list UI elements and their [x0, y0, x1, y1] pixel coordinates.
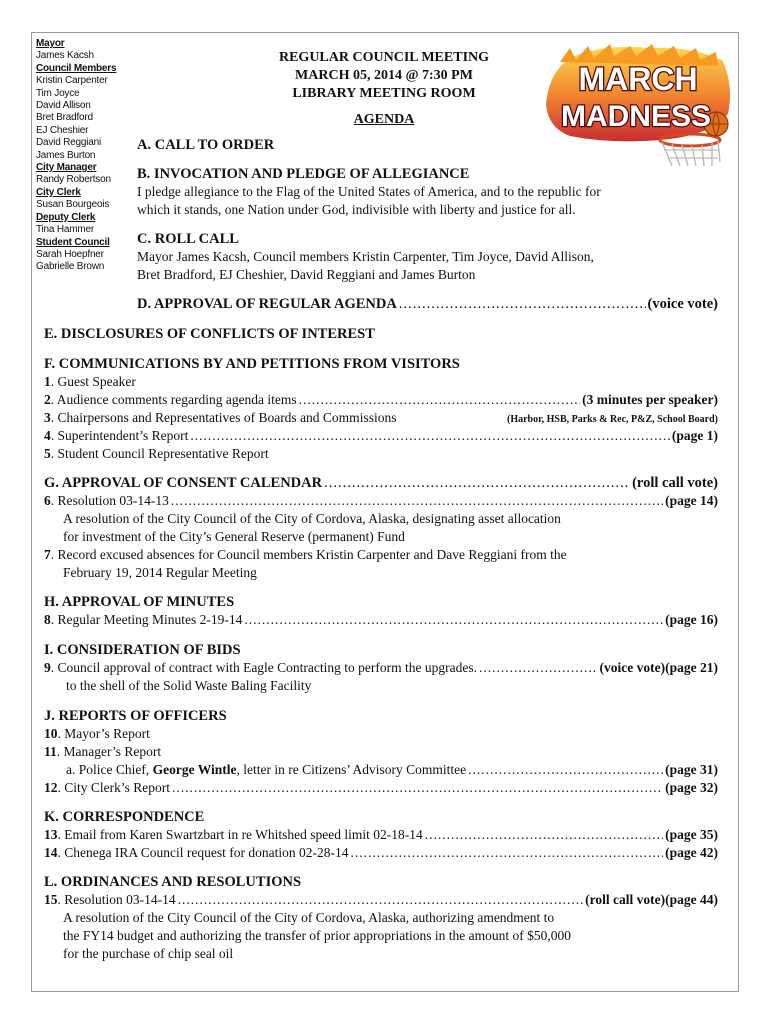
roster-name: Susan Bourgeois: [36, 199, 110, 211]
roll-call-text: Mayor James Kacsh, Council members Kristin Carpenter, Tim Joyce, David Allison,: [137, 249, 594, 264]
roll-call-text: Bret Bradford, EJ Cheshier, David Reggiani and James Burton: [137, 267, 476, 282]
section-d-vote: (voice vote): [647, 296, 718, 312]
section-c-title: C. ROLL CALL: [137, 231, 239, 247]
agenda-item: 7. Record excused absences for Council members Kristin Carpenter and Dave Reggiani from the: [44, 547, 567, 562]
meeting-date: MARCH 05, 2014 @ 7:30 PM: [295, 68, 473, 83]
roster-name: Tim Joyce: [36, 87, 80, 99]
roster-name: James Kacsh: [36, 50, 94, 62]
section-f-title: F. COMMUNICATIONS BY AND PETITIONS FROM VISITORS: [44, 356, 460, 372]
section-g-title: G. APPROVAL OF CONSENT CALENDAR: [44, 475, 323, 491]
roster-role: Student Council: [36, 236, 110, 248]
agenda-item: 9. Council approval of contract with Eagle Contracting to perform the upgrades. ..... (voice vote)(page 21): [44, 660, 718, 676]
pledge-text: I pledge allegiance to the Flag of the United States of America, and to the republic for: [137, 184, 601, 199]
logo-word-march: MARCH: [578, 61, 698, 97]
roster-name: David Reggiani: [36, 137, 102, 149]
meeting-location: LIBRARY MEETING ROOM: [292, 86, 476, 101]
roster-role: Deputy Clerk: [36, 211, 96, 223]
agenda-subitem: a. Police Chief, George Wintle, letter in re Citizens’ Advisory Committee ..... (page 31): [66, 762, 718, 778]
section-j-title: J. REPORTS OF OFFICERS: [44, 708, 227, 724]
roster-name: James Burton: [36, 149, 96, 161]
section-d-title: D. APPROVAL OF REGULAR AGENDA: [137, 296, 397, 312]
section-a-title: A. CALL TO ORDER: [137, 137, 275, 153]
roster-name: Bret Bradford: [36, 112, 93, 124]
item-description: A resolution of the City Council of the City of Cordova, Alaska, designating asset allocation: [63, 511, 561, 526]
item-description: the FY14 budget and authorizing the transfer of prior appropriations in the amount of $50,000: [63, 928, 572, 943]
section-e-title: E. DISCLOSURES OF CONFLICTS OF INTEREST: [44, 326, 375, 342]
roster-name: David Allison: [36, 100, 91, 112]
section-i-title: I. CONSIDERATION OF BIDS: [44, 642, 241, 658]
agenda-item: 3. Chairpersons and Representatives of Boards and Commissions (Harbor, HSB, Parks & Rec, P&Z, School Board): [44, 410, 718, 425]
agenda-item: 1. Guest Speaker: [44, 374, 136, 389]
agenda-item: 12. City Clerk’s Report ..... (page 32): [44, 780, 718, 796]
agenda-item: 8. Regular Meeting Minutes 2-19-14 ..... (page 16): [44, 612, 718, 628]
roster-name: Sarah Hoepfner: [36, 248, 104, 260]
item-description: February 19, 2014 Regular Meeting: [63, 565, 257, 580]
council-roster: [36, 38, 122, 274]
item-description: to the shell of the Solid Waste Baling Facility: [66, 678, 312, 693]
roster-name: EJ Cheshier: [36, 124, 89, 136]
roster-name: Kristin Carpenter: [36, 75, 108, 87]
roster-role: City Manager: [36, 162, 97, 174]
agenda-heading: AGENDA: [353, 112, 415, 127]
agenda-item: 15. Resolution 03-14-14 ..... (roll call vote)(page 44): [44, 892, 718, 908]
pledge-text: which it stands, one Nation under God, indivisible with liberty and justice for all.: [137, 202, 576, 217]
section-b-title: B. INVOCATION AND PLEDGE OF ALLEGIANCE: [137, 166, 470, 182]
agenda-item: 6. Resolution 03-14-13 ..... (page 14): [44, 493, 718, 509]
item-description: for investment of the City’s General Reserve (permanent) Fund: [63, 529, 405, 544]
agenda-item: 2. Audience comments regarding agenda items ..... (3 minutes per speaker): [44, 392, 718, 408]
roster-role: City Clerk: [36, 186, 81, 198]
section-d-row: [137, 296, 718, 313]
roster-name: Randy Robertson: [36, 174, 111, 186]
agenda-item: 10. Mayor’s Report: [44, 726, 150, 741]
item-description: for the purchase of chip seal oil: [63, 946, 234, 961]
roster-name: Gabrielle Brown: [36, 261, 105, 273]
agenda-item: 4. Superintendent’s Report ..... (page 1): [44, 428, 718, 444]
march-madness-logo: [540, 44, 736, 168]
logo-word-madness: MADNESS: [560, 100, 712, 133]
section-h-title: H. APPROVAL OF MINUTES: [44, 594, 235, 610]
meeting-title: REGULAR COUNCIL MEETING: [278, 50, 490, 65]
roster-role: Mayor: [36, 38, 65, 49]
roster-role: Council Members: [36, 62, 117, 74]
roster-name: Tina Hammer: [36, 224, 94, 236]
agenda-item: 14. Chenega IRA Council request for donation 02-28-14 ..... (page 42): [44, 845, 718, 861]
agenda-item: 13. Email from Karen Swartzbart in re Whitshed speed limit 02-18-14 ..... (page 35): [44, 827, 718, 843]
section-g-row: G. APPROVAL OF CONSENT CALENDAR ..... (roll call vote): [44, 475, 718, 492]
section-k-title: K. CORRESPONDENCE: [44, 809, 205, 825]
item-description: A resolution of the City Council of the City of Cordova, Alaska, authorizing amendment to: [63, 910, 555, 925]
agenda-item: 5. Student Council Representative Report: [44, 446, 269, 461]
agenda-item: 11. Manager’s Report: [44, 744, 162, 759]
section-l-title: L. ORDINANCES AND RESOLUTIONS: [44, 874, 302, 890]
